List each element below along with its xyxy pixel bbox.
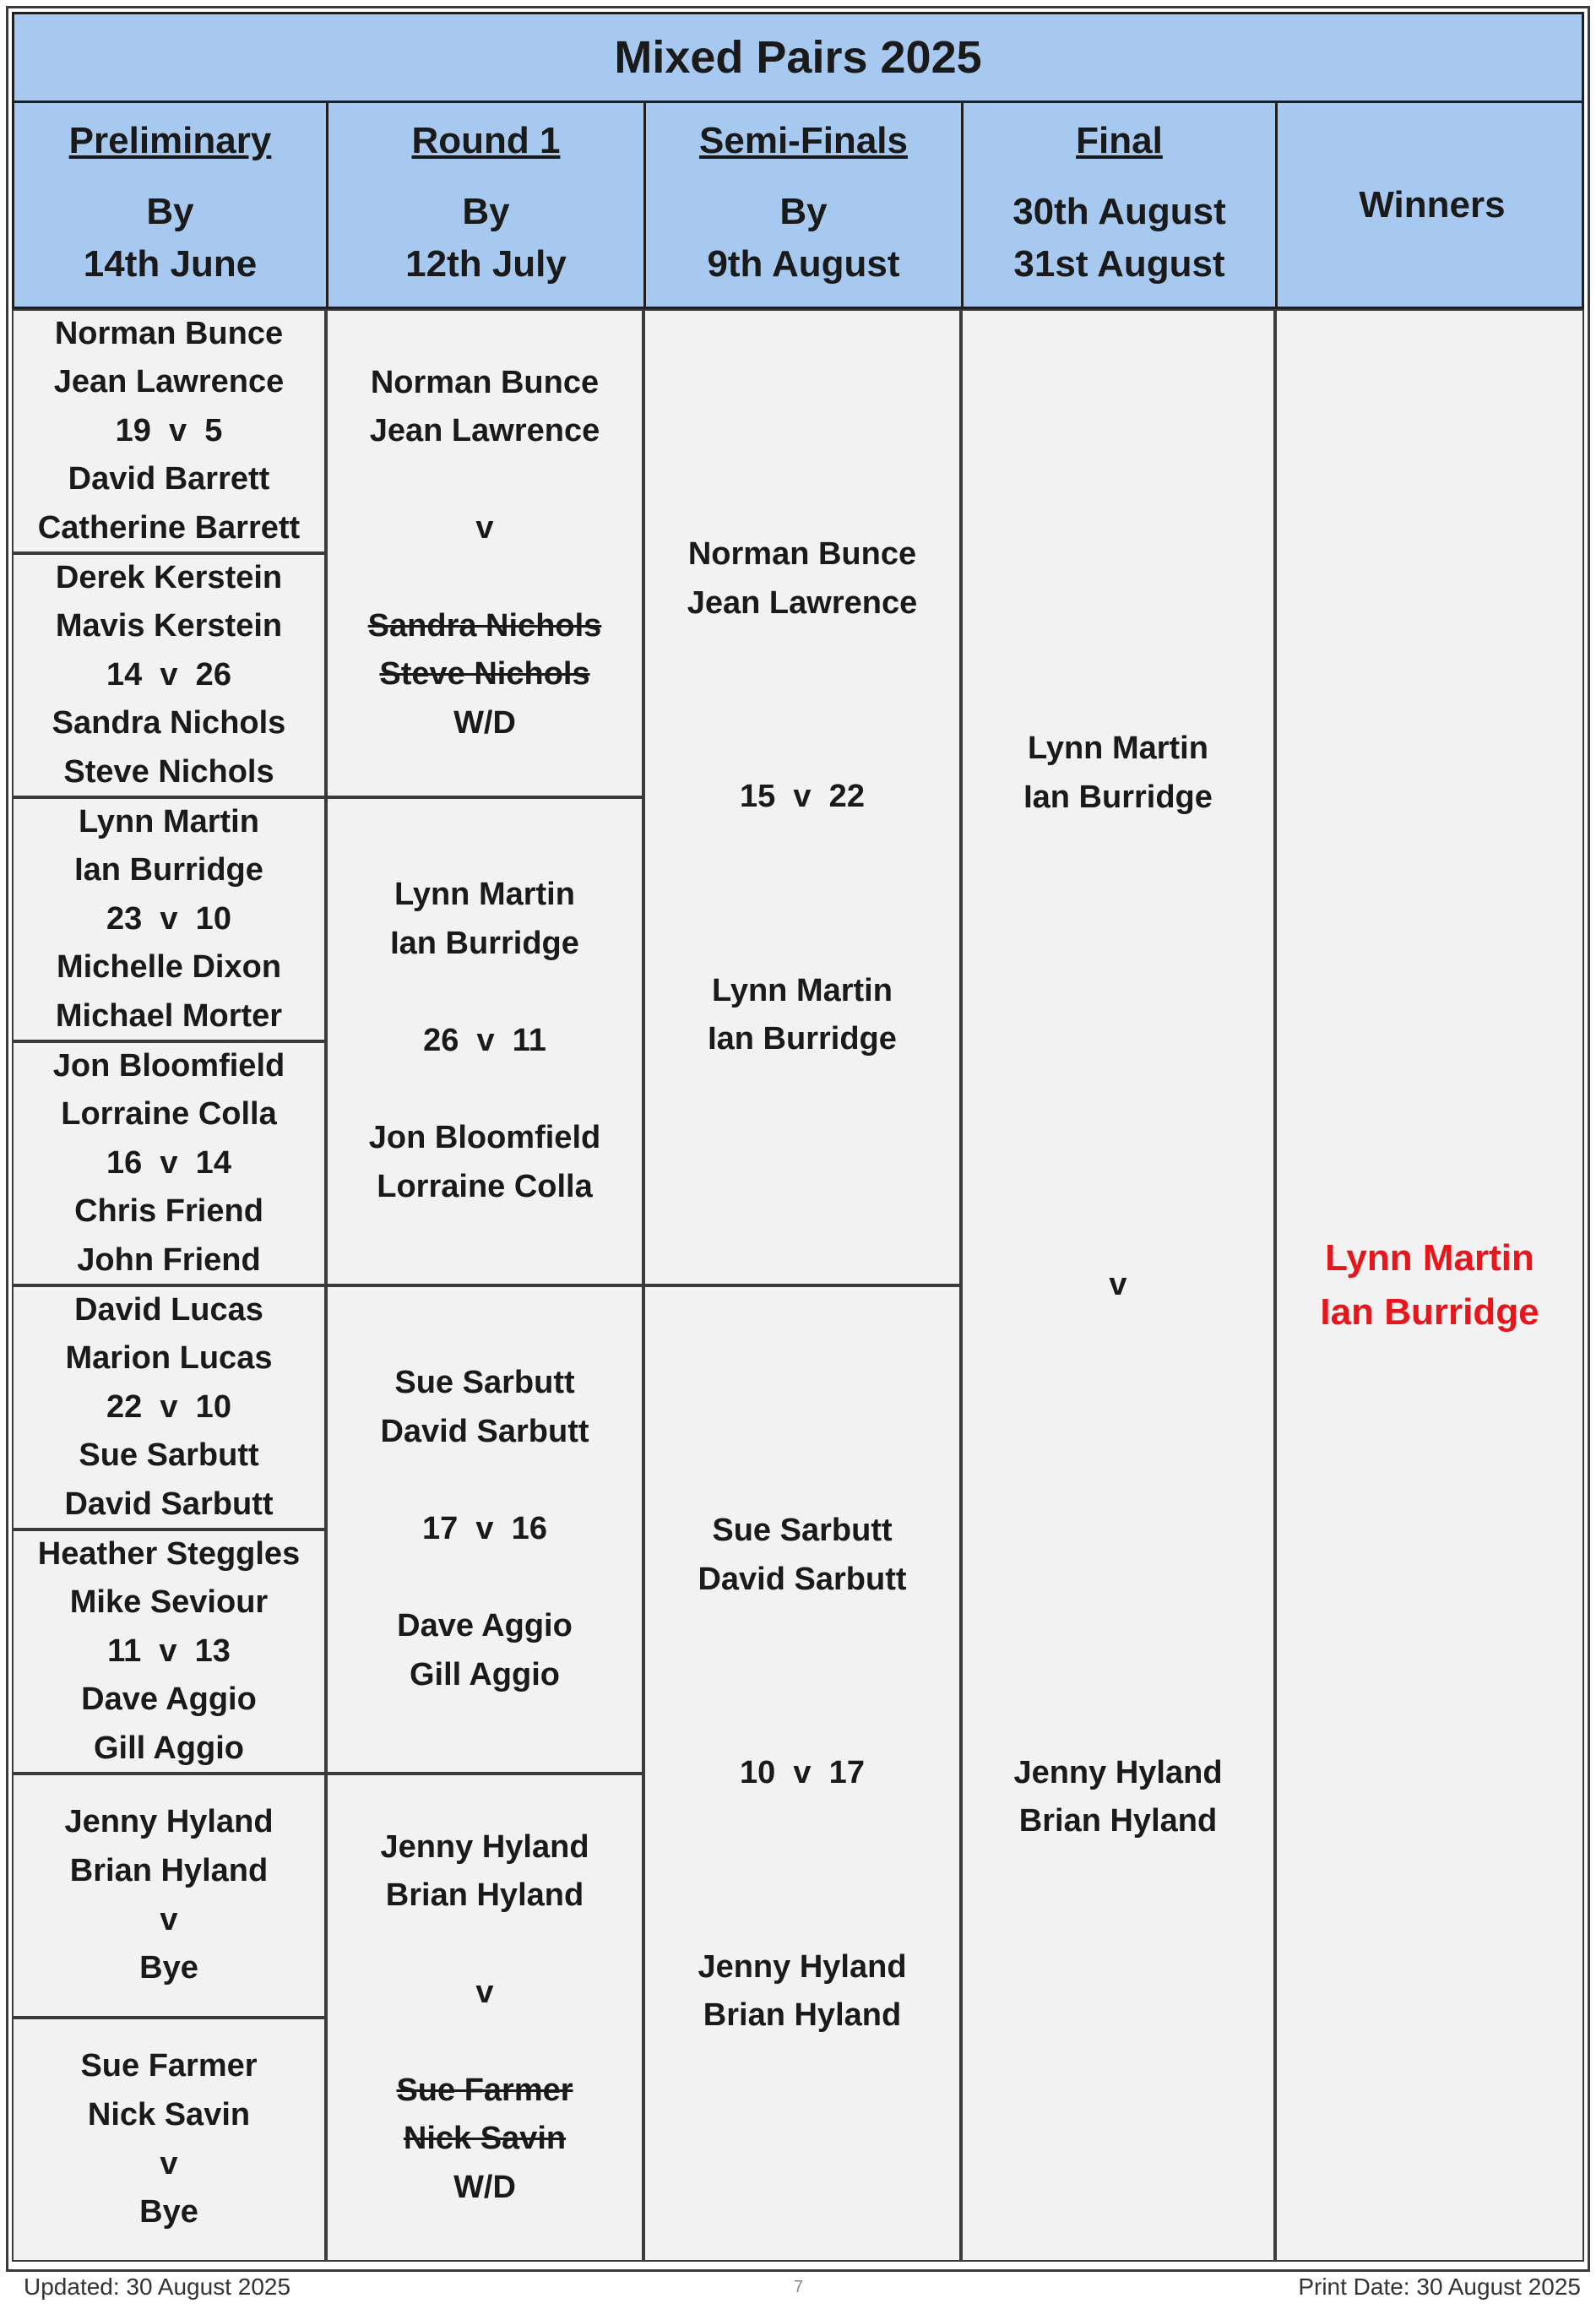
preliminary-match-6 xyxy=(12,1529,326,1774)
round1-match-4 xyxy=(326,1774,643,2262)
match-score: 26 v 11 xyxy=(423,1023,546,1059)
match-score: v xyxy=(1109,1267,1127,1303)
team-a-player: Ian Burridge xyxy=(1023,779,1213,815)
withdrawn-note: W/D xyxy=(453,2169,516,2205)
team-b-player: Dave Aggio xyxy=(81,1681,257,1718)
team-a-player: Jean Lawrence xyxy=(53,364,285,400)
team-a-player: Nick Savin xyxy=(87,2096,251,2132)
team-b-player: John Friend xyxy=(77,1241,261,1278)
team-b-player: David Barrett xyxy=(68,461,270,497)
team-b-player: Catherine Barrett xyxy=(37,509,301,546)
team-a-player: Ian Burridge xyxy=(74,852,263,888)
preliminary-match-7 xyxy=(12,1774,326,2018)
winners-cell xyxy=(1275,309,1584,2262)
match-score: v xyxy=(475,510,494,546)
team-b-player: Steve Nichols xyxy=(63,753,274,790)
match-score: 19 v 5 xyxy=(115,412,223,448)
page-title: Mixed Pairs 2025 xyxy=(12,12,1584,103)
team-b-player: Sue Sarbutt xyxy=(79,1437,259,1474)
team-b-player: Jenny Hyland xyxy=(698,1948,907,1985)
semifinal-match-2 xyxy=(643,1285,961,2262)
withdrawn-player: Sandra Nichols xyxy=(367,607,602,644)
team-b-player: Bye xyxy=(139,2194,198,2230)
header-round1-label: Round 1 xyxy=(411,120,561,161)
header-preliminary-label: Preliminary xyxy=(68,120,272,161)
header-final-line1: 30th August xyxy=(1012,191,1226,232)
withdrawn-note: W/D xyxy=(453,704,516,741)
team-a-player: Ian Burridge xyxy=(390,926,579,962)
header-semis-line1: By xyxy=(779,191,828,232)
team-a-player: Jean Lawrence xyxy=(369,413,600,449)
team-b-player: Sandra Nichols xyxy=(52,705,286,742)
header-preliminary-line2: 14th June xyxy=(83,243,258,285)
team-a-player: Lynn Martin xyxy=(79,803,259,839)
team-b-player: Michelle Dixon xyxy=(56,949,282,986)
match-score: 17 v 16 xyxy=(422,1511,547,1547)
match-score: 14 v 26 xyxy=(106,656,231,693)
team-b-player: Brian Hyland xyxy=(703,1997,902,2034)
team-a-player: Jenny Hyland xyxy=(64,1804,274,1840)
team-b-player: Bye xyxy=(139,1950,198,1986)
team-a-player: Heather Steggles xyxy=(37,1535,301,1572)
team-a-player: Norman Bunce xyxy=(54,315,284,351)
header-winners-label: Winners xyxy=(1359,183,1506,225)
team-a-player: Sue Sarbutt xyxy=(394,1365,575,1401)
winner-player: Ian Burridge xyxy=(1320,1291,1539,1333)
footer-print-date: Print Date: 30 August 2025 xyxy=(1298,2274,1581,2300)
withdrawn-player: Sue Farmer xyxy=(396,2072,573,2108)
header-row xyxy=(12,103,1584,309)
team-a-player: David Sarbutt xyxy=(380,1414,589,1450)
header-semis xyxy=(646,103,964,307)
team-b-player: Lorraine Colla xyxy=(377,1168,593,1204)
footer-page-number: 7 xyxy=(794,2278,804,2296)
team-b-player: Jon Bloomfield xyxy=(368,1120,601,1156)
match-score: 23 v 10 xyxy=(106,900,231,937)
footer-updated: Updated: 30 August 2025 xyxy=(24,2274,291,2300)
header-final-label: Final xyxy=(1076,120,1163,161)
preliminary-match-4 xyxy=(12,1041,326,1285)
team-a-player: Lynn Martin xyxy=(1028,731,1208,767)
preliminary-match-5 xyxy=(12,1285,326,1529)
round1-match-1 xyxy=(326,309,643,797)
team-a-player: Lynn Martin xyxy=(394,877,575,913)
team-b-player: Gill Aggio xyxy=(409,1656,560,1692)
team-b-player: Jenny Hyland xyxy=(1013,1754,1223,1790)
team-a-player: Jean Lawrence xyxy=(687,584,918,621)
team-b-player: Lynn Martin xyxy=(712,972,893,1008)
team-a-player: Brian Hyland xyxy=(69,1852,269,1888)
match-score: v xyxy=(475,1975,494,2011)
header-winners xyxy=(1278,103,1587,307)
team-a-player: Norman Bunce xyxy=(370,364,600,400)
team-a-player: Derek Kerstein xyxy=(55,559,283,595)
semifinal-match-1 xyxy=(643,309,961,1285)
match-score: v xyxy=(160,2145,178,2181)
team-a-player: Lorraine Colla xyxy=(61,1096,277,1133)
team-a-player: Jenny Hyland xyxy=(380,1828,589,1865)
preliminary-match-2 xyxy=(12,553,326,797)
team-a-player: Mike Seviour xyxy=(69,1584,269,1621)
match-score: v xyxy=(160,1901,178,1937)
header-preliminary xyxy=(14,103,328,307)
header-final xyxy=(964,103,1278,307)
match-score: 22 v 10 xyxy=(106,1388,231,1425)
team-b-player: Gill Aggio xyxy=(93,1730,244,1766)
team-a-player: Sue Sarbutt xyxy=(712,1513,893,1549)
team-b-player: Dave Aggio xyxy=(397,1608,573,1644)
team-a-player: Marion Lucas xyxy=(65,1340,273,1377)
match-score: 10 v 17 xyxy=(740,1755,865,1791)
header-round1-line2: 12th July xyxy=(405,243,567,285)
preliminary-match-8 xyxy=(12,2018,326,2262)
match-score: 11 v 13 xyxy=(107,1633,231,1669)
header-final-line2: 31st August xyxy=(1013,243,1225,285)
winner-player: Lynn Martin xyxy=(1325,1237,1534,1279)
header-semis-line2: 9th August xyxy=(707,243,900,285)
match-score: 15 v 22 xyxy=(740,779,865,815)
team-b-player: David Sarbutt xyxy=(64,1486,274,1522)
team-a-player: Sue Farmer xyxy=(80,2048,258,2084)
team-a-player: Norman Bunce xyxy=(687,536,917,573)
header-round1-line1: By xyxy=(462,191,510,232)
match-score: 16 v 14 xyxy=(106,1144,231,1181)
team-b-player: Michael Morter xyxy=(55,997,283,1034)
team-a-player: Brian Hyland xyxy=(385,1877,584,1914)
team-a-player: Mavis Kerstein xyxy=(55,608,283,644)
header-semis-label: Semi-Finals xyxy=(699,120,908,161)
final-match xyxy=(961,309,1275,2262)
header-round1 xyxy=(328,103,646,307)
team-a-player: David Lucas xyxy=(74,1291,263,1328)
team-b-player: Brian Hyland xyxy=(1018,1803,1218,1839)
round1-match-2 xyxy=(326,797,643,1285)
team-a-player: Jon Bloomfield xyxy=(52,1047,285,1084)
header-preliminary-line1: By xyxy=(146,191,194,232)
team-b-player: Chris Friend xyxy=(74,1193,263,1230)
preliminary-match-1 xyxy=(12,309,326,553)
round1-match-3 xyxy=(326,1285,643,1774)
team-a-player: David Sarbutt xyxy=(698,1561,907,1597)
withdrawn-player: Nick Savin xyxy=(403,2121,567,2157)
preliminary-match-3 xyxy=(12,797,326,1041)
withdrawn-player: Steve Nichols xyxy=(379,656,590,693)
team-b-player: Ian Burridge xyxy=(708,1021,897,1057)
